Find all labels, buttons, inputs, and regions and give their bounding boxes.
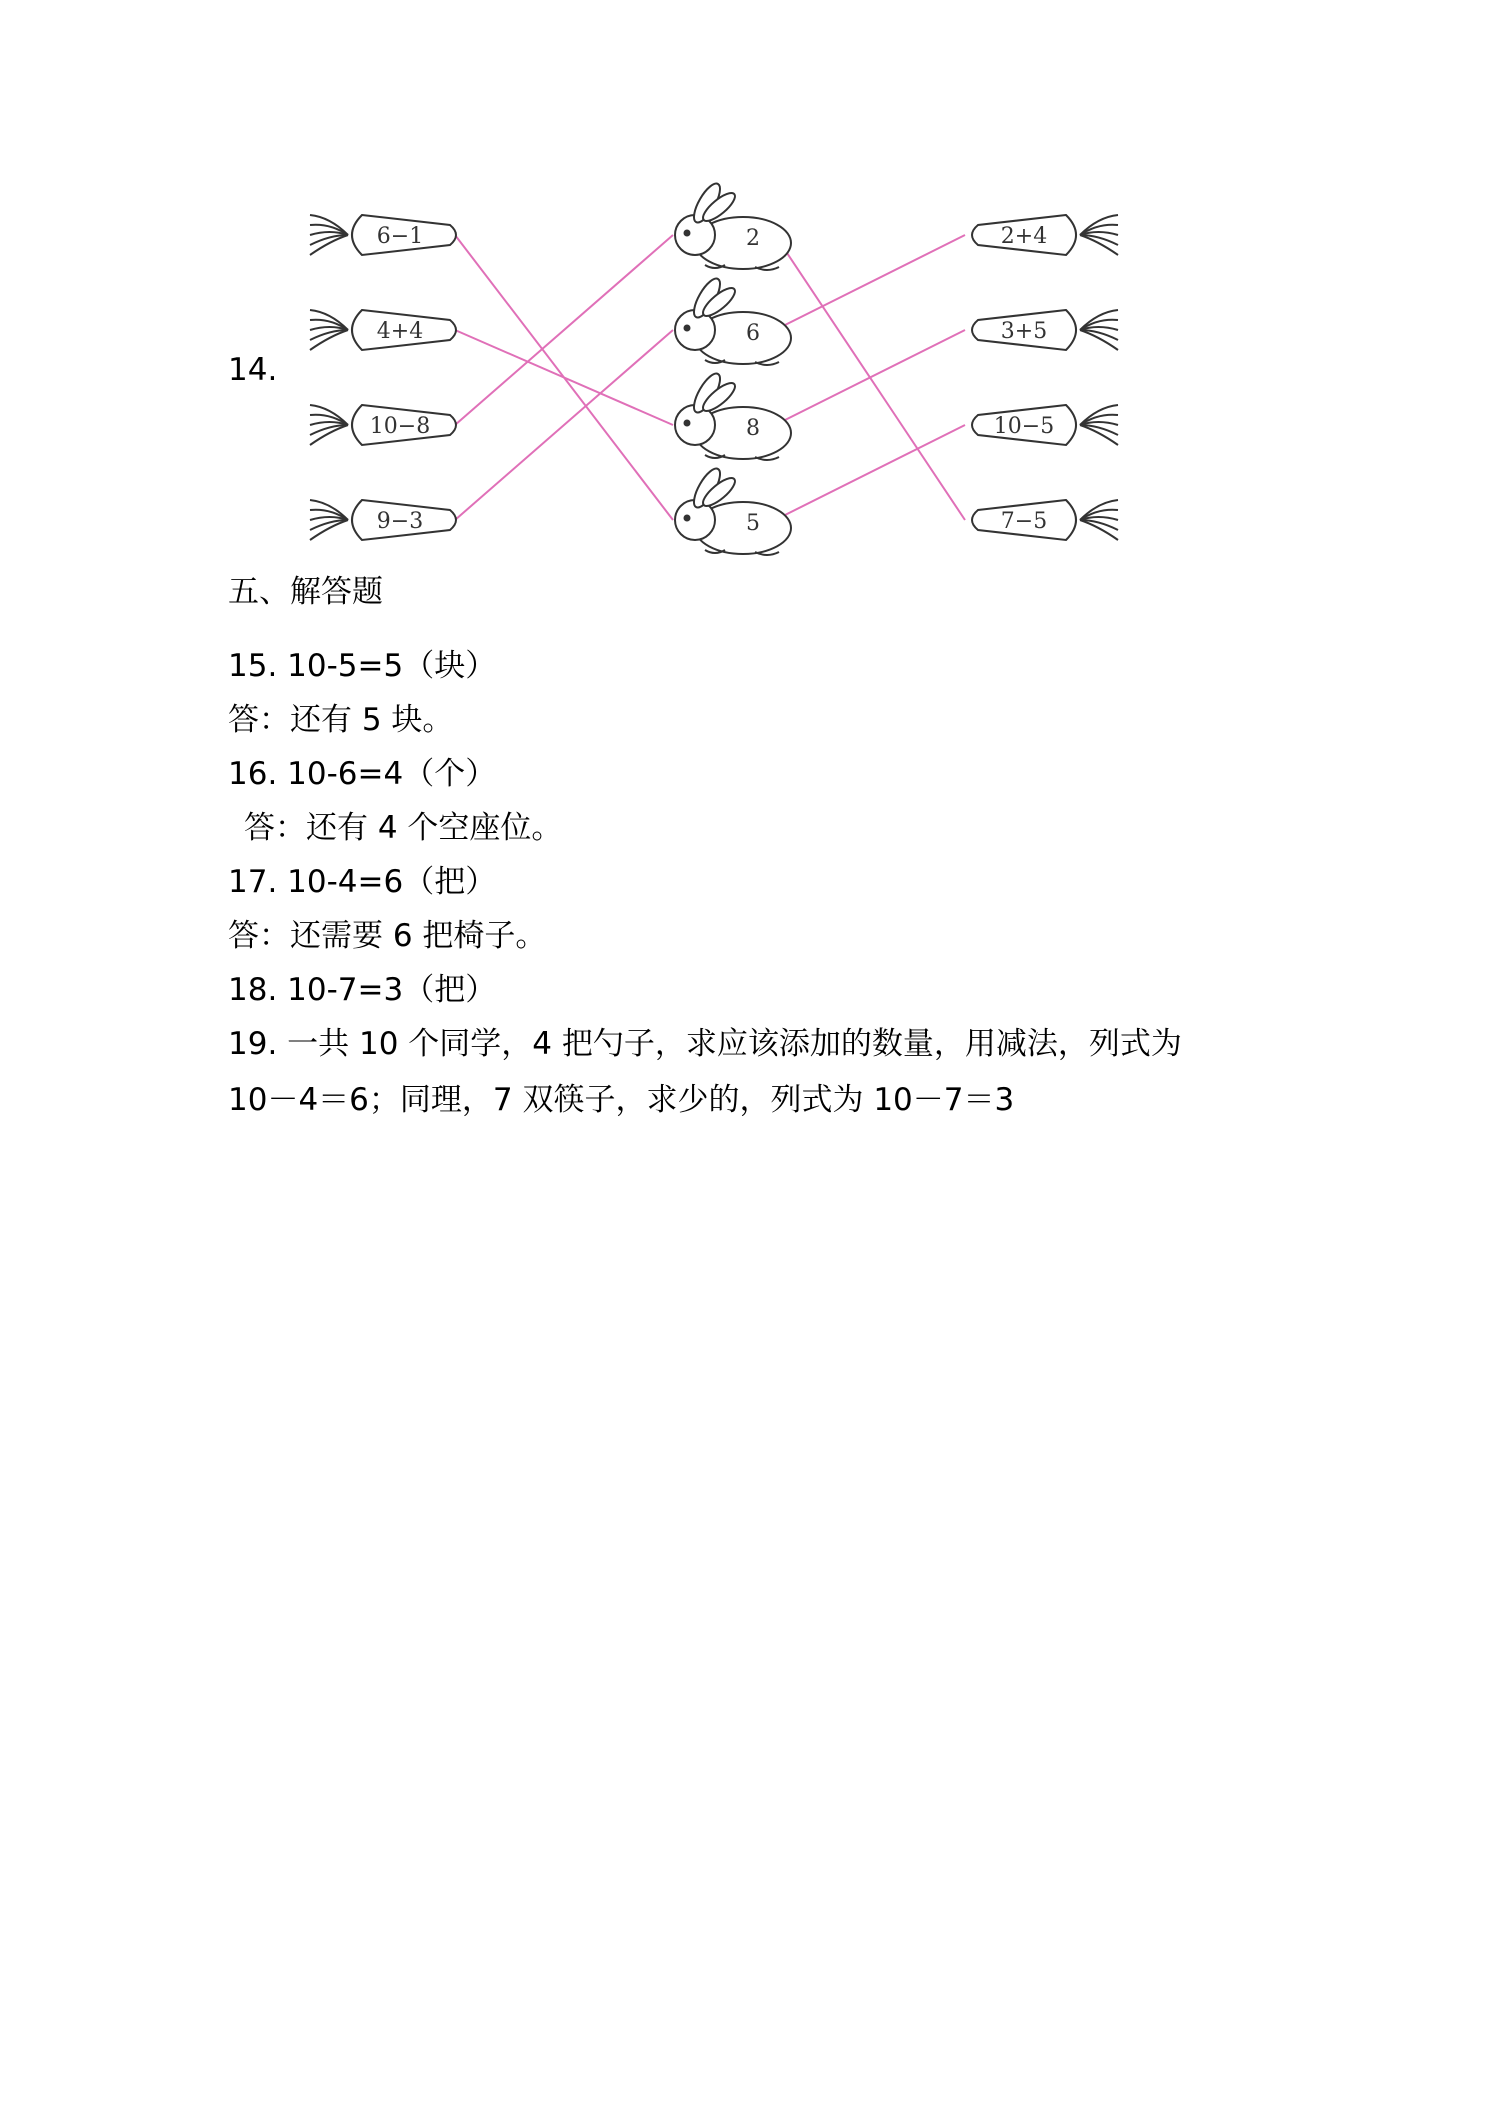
left-carrot-2 (310, 310, 456, 350)
rabbit-2-number: 6 (746, 321, 760, 346)
right-carrot-3 (972, 405, 1118, 445)
rabbit-4 (675, 465, 791, 555)
q15-answer: 答：还有 5 块。 (228, 702, 454, 738)
match-line-right-3 (775, 425, 965, 520)
left-carrot-1-label: 6−1 (376, 224, 424, 249)
rabbit-1-number: 2 (746, 226, 760, 251)
rabbit-4-number: 5 (746, 511, 760, 536)
q19-line-2: 10－4＝6；同理，7 双筷子，求少的，列式为 10－7＝3 (228, 1082, 1015, 1118)
right-carrot-4-label: 7−5 (1000, 509, 1048, 534)
matching-diagram (300, 180, 1160, 560)
match-line-left-4 (455, 330, 673, 520)
left-carrot-2-label: 4+4 (376, 319, 424, 344)
right-carrot-1-label: 2+4 (1000, 224, 1048, 249)
rabbit-1 (675, 180, 791, 270)
left-carrot-3 (310, 405, 456, 445)
right-carrot-3-label: 10−5 (993, 414, 1055, 439)
q17-answer: 答：还需要 6 把椅子。 (228, 918, 547, 954)
right-carrot-2 (972, 310, 1118, 350)
q19-line-1: 19. 一共 10 个同学，4 把勺子，求应该添加的数量，用减法，列式为 (228, 1026, 1182, 1062)
right-carrot-4 (972, 500, 1118, 540)
rabbit-2 (675, 275, 791, 365)
left-carrot-1 (310, 215, 456, 255)
q17-equation: 17. 10-4=6（把） (228, 864, 497, 900)
q16-answer: 答：还有 4 个空座位。 (244, 810, 563, 846)
q18-equation: 18. 10-7=3（把） (228, 972, 497, 1008)
section-title: 五、解答题 (228, 574, 383, 610)
left-carrot-4-label: 9−3 (376, 509, 424, 534)
left-carrot-3-label: 10−8 (369, 414, 431, 439)
q16-equation: 16. 10-6=4（个） (228, 756, 497, 792)
match-line-right-1 (775, 235, 965, 330)
rabbit-3 (675, 370, 791, 460)
right-carrot-2-label: 3+5 (1000, 319, 1048, 344)
matching-figure (300, 180, 1160, 560)
right-carrot-1 (972, 215, 1118, 255)
q15-equation: 15. 10-5=5（块） (228, 648, 497, 684)
rabbit-3-number: 8 (746, 416, 760, 441)
match-line-left-2 (455, 330, 673, 425)
question-14-number: 14. (228, 352, 278, 388)
left-carrot-4 (310, 500, 456, 540)
match-line-right-4 (775, 235, 965, 520)
match-line-left-3 (455, 235, 673, 425)
